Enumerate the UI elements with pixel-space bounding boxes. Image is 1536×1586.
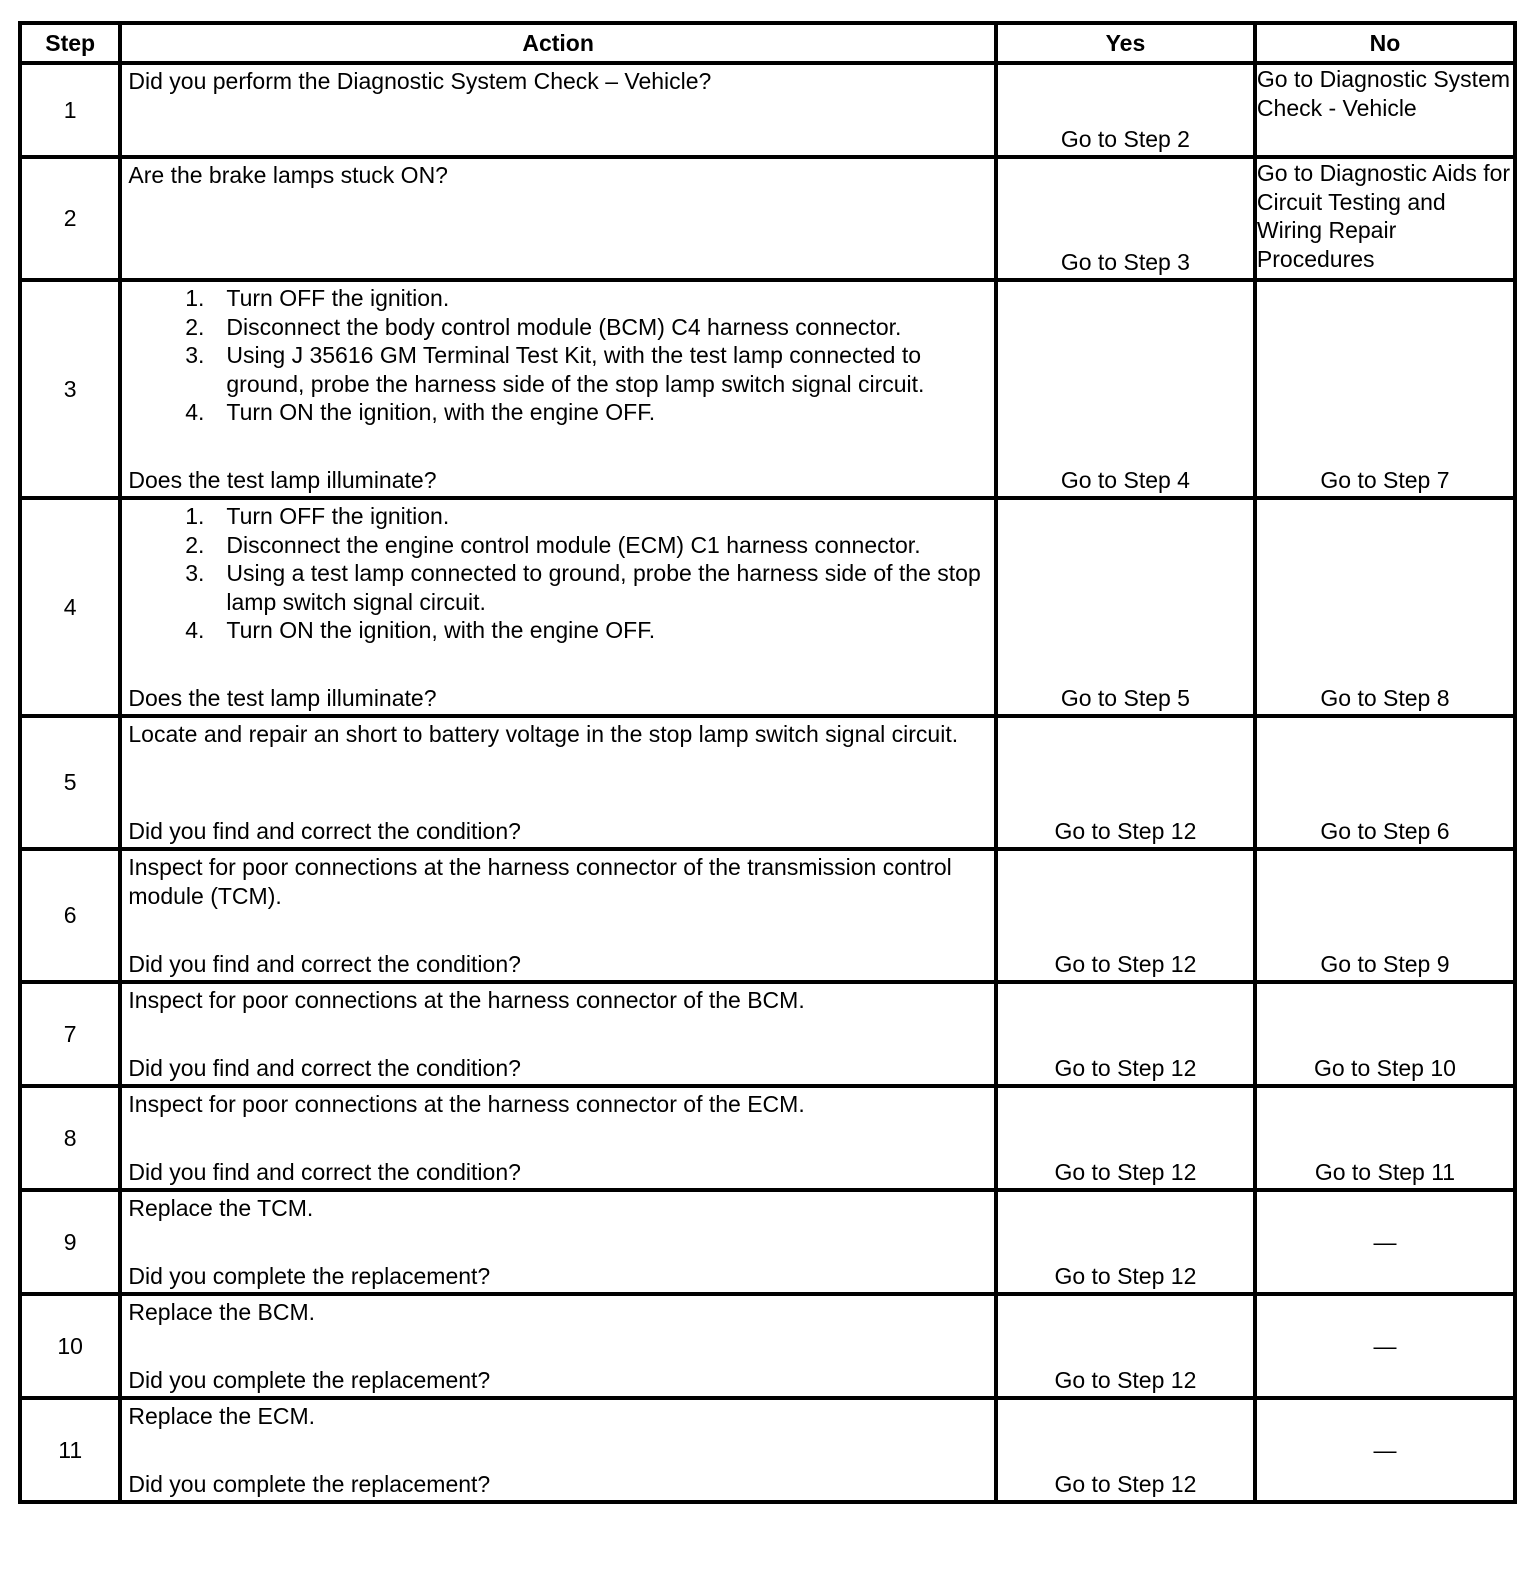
action-text: Replace the TCM.	[128, 1195, 314, 1221]
list-item	[174, 502, 988, 531]
yes-link[interactable]: Go to Step 12	[1054, 950, 1197, 977]
list-item	[174, 284, 988, 313]
no-dash: —	[1373, 1436, 1397, 1463]
question-text: Does the test lamp illuminate?	[128, 684, 437, 711]
no-cell	[1255, 63, 1515, 157]
yes-cell	[996, 849, 1255, 982]
table-row	[20, 1086, 1515, 1190]
yes-cell	[996, 498, 1255, 716]
table-row	[20, 1190, 1515, 1294]
list-number: 3.	[185, 560, 205, 586]
step-number: 4	[20, 498, 120, 716]
yes-cell	[996, 1294, 1255, 1398]
list-text: Turn OFF the ignition.	[226, 503, 450, 529]
table-row	[20, 157, 1515, 280]
action-text: Locate and repair an short to battery voltage in the stop lamp switch signal circuit.	[128, 721, 959, 747]
action-text: Inspect for poor connections at the harness connector of the transmission control module (TCM).	[128, 854, 952, 909]
yes-cell	[996, 982, 1255, 1086]
no-cell	[1255, 498, 1515, 716]
no-cell	[1255, 157, 1515, 280]
list-number: 3.	[185, 342, 205, 368]
list-number: 2.	[185, 313, 205, 340]
list-number: 1.	[185, 285, 205, 311]
action-cell	[120, 1190, 996, 1294]
no-cell	[1255, 982, 1515, 1086]
no-dash: —	[1373, 1228, 1397, 1255]
action-text: Are the brake lamps stuck ON?	[128, 162, 448, 188]
no-link[interactable]: Go to Step 8	[1320, 684, 1450, 711]
no-dash: —	[1373, 1332, 1397, 1359]
list-text: Using J 35616 GM Terminal Test Kit, with the test lamp connected to ground, probe the harness side of the stop lamp switch signal circuit.	[226, 342, 925, 397]
no-link[interactable]: Go to Step 10	[1313, 1054, 1456, 1081]
action-text: Inspect for poor connections at the harness connector of the ECM.	[128, 1091, 805, 1117]
action-text: Did you perform the Diagnostic System Check – Vehicle?	[128, 68, 712, 94]
header-row	[20, 23, 1515, 63]
list-text: Turn OFF the ignition.	[226, 285, 450, 311]
step-number: 5	[20, 716, 120, 849]
list-text: Turn ON the ignition, with the engine OFF.	[226, 617, 656, 643]
question-text: Did you find and correct the condition?	[128, 950, 521, 977]
step-number: 6	[20, 849, 120, 982]
question-text: Did you find and correct the condition?	[128, 1158, 521, 1185]
list-item	[174, 531, 988, 560]
list-number: 2.	[185, 531, 205, 558]
no-link[interactable]: Go to Step 11	[1314, 1158, 1456, 1185]
step-number: 2	[20, 157, 120, 280]
header-no: No	[1255, 23, 1515, 63]
no-cell	[1255, 1086, 1515, 1190]
action-cell	[120, 1086, 996, 1190]
action-cell	[120, 63, 996, 157]
no-cell	[1255, 1190, 1515, 1294]
action-cell	[120, 982, 996, 1086]
no-link[interactable]: Go to Step 9	[1320, 950, 1450, 977]
yes-cell	[996, 1190, 1255, 1294]
step-number: 7	[20, 982, 120, 1086]
question-text: Did you find and correct the condition?	[128, 817, 521, 844]
list-number: 4.	[185, 399, 205, 425]
yes-link[interactable]: Go to Step 3	[1060, 248, 1190, 275]
list-item	[174, 616, 988, 645]
action-cell	[120, 1398, 996, 1502]
step-number: 11	[20, 1398, 120, 1502]
table-row	[20, 982, 1515, 1086]
action-cell	[120, 157, 996, 280]
list-text: Using a test lamp connected to ground, probe the harness side of the stop lamp switch signal circuit.	[226, 560, 981, 615]
header-action: Action	[120, 23, 996, 63]
step-number: 3	[20, 280, 120, 498]
action-text: Replace the ECM.	[128, 1403, 316, 1429]
no-link[interactable]: Go to Step 6	[1320, 817, 1450, 844]
yes-link[interactable]: Go to Step 12	[1054, 1262, 1197, 1289]
step-number: 10	[20, 1294, 120, 1398]
yes-cell	[996, 716, 1255, 849]
list-text: Disconnect the engine control module (ECM) C1 harness connector.	[226, 531, 921, 558]
step-number: 9	[20, 1190, 120, 1294]
list-text: Turn ON the ignition, with the engine OFF.	[226, 399, 656, 425]
list-text: Disconnect the body control module (BCM) C4 harness connector.	[226, 313, 902, 340]
yes-link[interactable]: Go to Step 5	[1060, 684, 1190, 711]
header-step: Step	[20, 23, 120, 63]
no-cell	[1255, 716, 1515, 849]
yes-link[interactable]: Go to Step 12	[1054, 817, 1197, 844]
action-cell	[120, 1294, 996, 1398]
yes-link[interactable]: Go to Step 4	[1060, 466, 1190, 493]
list-item	[174, 559, 988, 616]
list-number: 4.	[185, 617, 205, 643]
list-item	[174, 341, 988, 398]
no-cell	[1255, 1294, 1515, 1398]
table-row	[20, 280, 1515, 498]
action-text: Replace the BCM.	[128, 1299, 316, 1325]
list-number: 1.	[185, 503, 205, 529]
table-row	[20, 849, 1515, 982]
no-cell	[1255, 849, 1515, 982]
yes-link[interactable]: Go to Step 12	[1054, 1054, 1197, 1081]
no-link[interactable]: Go to Diagnostic System Check - Vehicle	[1256, 66, 1511, 121]
table-row	[20, 498, 1515, 716]
header-yes: Yes	[996, 23, 1255, 63]
question-text: Did you complete the replacement?	[128, 1470, 491, 1497]
table-row	[20, 1398, 1515, 1502]
no-cell	[1255, 1398, 1515, 1502]
action-cell	[120, 280, 996, 498]
list-item	[174, 398, 988, 427]
yes-cell	[996, 157, 1255, 280]
question-text: Does the test lamp illuminate?	[128, 466, 437, 493]
no-link[interactable]: Go to Step 7	[1320, 466, 1450, 493]
action-cell	[120, 849, 996, 982]
yes-cell	[996, 1086, 1255, 1190]
action-text: Inspect for poor connections at the harness connector of the BCM.	[128, 987, 805, 1013]
question-text: Did you complete the replacement?	[128, 1262, 491, 1289]
procedure-list	[128, 502, 988, 645]
step-number: 1	[20, 63, 120, 157]
yes-cell	[996, 1398, 1255, 1502]
diagnostic-table	[18, 21, 1517, 1504]
question-text: Did you find and correct the condition?	[128, 1054, 521, 1081]
yes-link[interactable]: Go to Step 12	[1054, 1366, 1197, 1393]
yes-link[interactable]: Go to Step 12	[1054, 1470, 1197, 1497]
action-cell	[120, 716, 996, 849]
step-number: 8	[20, 1086, 120, 1190]
table-row	[20, 1294, 1515, 1398]
table-row	[20, 716, 1515, 849]
no-cell	[1255, 280, 1515, 498]
table-row	[20, 63, 1515, 157]
procedure-list	[128, 284, 988, 427]
list-item	[174, 313, 988, 342]
question-text: Did you complete the replacement?	[128, 1366, 491, 1393]
yes-cell	[996, 280, 1255, 498]
action-cell	[120, 498, 996, 716]
no-link[interactable]: Go to Diagnostic Aids for Circuit Testing and Wiring Repair Procedures	[1256, 160, 1511, 272]
yes-link[interactable]: Go to Step 12	[1054, 1158, 1197, 1185]
yes-cell	[996, 63, 1255, 157]
yes-link[interactable]: Go to Step 2	[1060, 125, 1190, 152]
